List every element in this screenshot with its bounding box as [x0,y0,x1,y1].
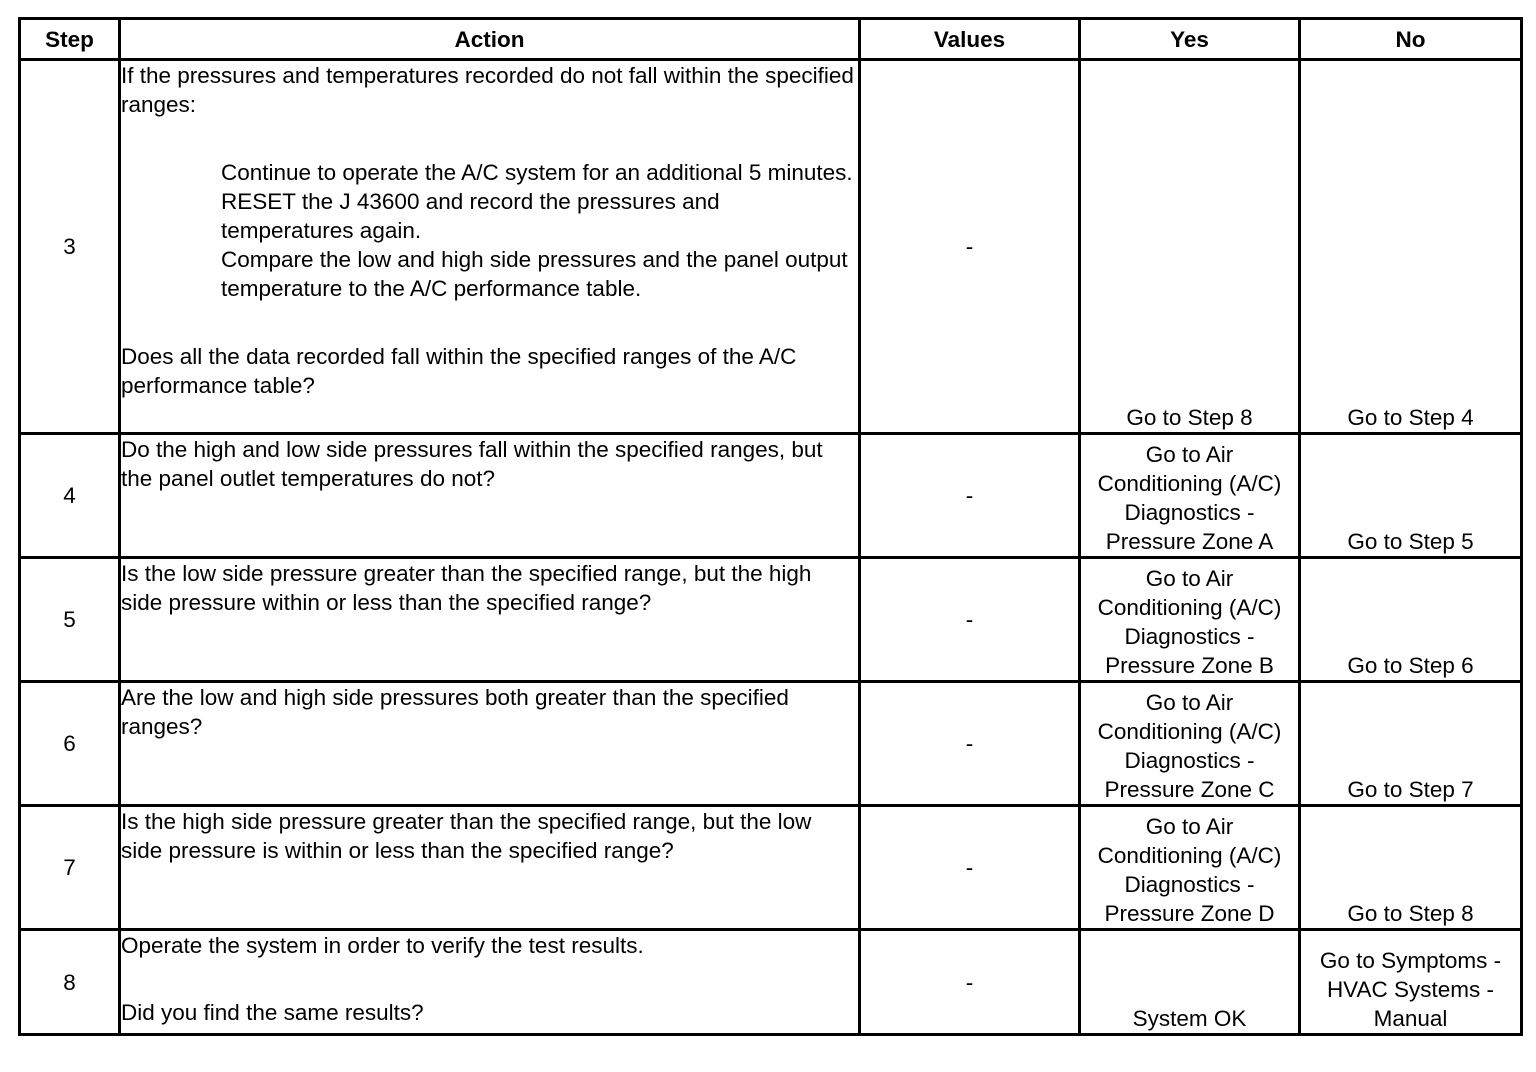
table-row [20,434,1522,558]
table-header-row [20,19,1522,60]
yes-cell: Go to Air Conditioning (A/C) Diagnostics - Pressure Zone D [1080,806,1300,930]
values-cell: - [860,806,1080,930]
step-number: 4 [20,434,120,558]
yes-cell: Go to Air Conditioning (A/C) Diagnostics - Pressure Zone A [1080,434,1300,558]
values-cell: - [860,558,1080,682]
no-cell: Go to Symptoms - HVAC Systems - Manual [1300,930,1522,1035]
spacer [121,960,858,998]
yes-cell: Go to Air Conditioning (A/C) Diagnostics - Pressure Zone B [1080,558,1300,682]
header-values: Values [860,19,1080,60]
action-cell: Is the high side pressure greater than the specified range, but the low side pressure is within or less than the specified range? [120,806,860,930]
step-number: 6 [20,682,120,806]
action-cell: Is the low side pressure greater than the specified range, but the high side pressure within or less than the specified range? [120,558,860,682]
action-question: Does all the data recorded fall within the specified ranges of the A/C performance table? [121,344,797,398]
diagnostic-table [18,17,1523,1036]
yes-cell: System OK [1080,930,1300,1035]
action-cell [120,60,860,434]
header-step: Step [20,19,120,60]
yes-cell: Go to Air Conditioning (A/C) Diagnostics - Pressure Zone C [1080,682,1300,806]
spacer [121,119,858,158]
header-no: No [1300,19,1522,60]
action-cell: Do the high and low side pressures fall within the specified ranges, but the panel outlet temperatures do not? [120,434,860,558]
step-number: 8 [20,930,120,1035]
no-cell: Go to Step 6 [1300,558,1522,682]
table-row [20,682,1522,806]
no-cell: Go to Step 7 [1300,682,1522,806]
spacer [121,303,858,342]
values-cell: - [860,930,1080,1035]
no-cell: Go to Step 8 [1300,806,1522,930]
action-substep: Compare the low and high side pressures and the panel output temperature to the A/C performance table. [221,247,848,301]
action-intro: Operate the system in order to verify the test results. [121,933,644,958]
action-cell [120,930,860,1035]
values-cell: - [860,60,1080,434]
table-row [20,60,1522,434]
table-row [20,806,1522,930]
action-substep: RESET the J 43600 and record the pressures and temperatures again. [221,189,720,243]
step-number: 5 [20,558,120,682]
table-row [20,558,1522,682]
no-cell: Go to Step 4 [1300,60,1522,434]
no-cell: Go to Step 5 [1300,434,1522,558]
values-cell: - [860,682,1080,806]
values-cell: - [860,434,1080,558]
step-number: 3 [20,60,120,434]
header-yes: Yes [1080,19,1300,60]
table-row [20,930,1522,1035]
action-intro: If the pressures and temperatures recorded do not fall within the specified ranges: [121,63,854,117]
header-action: Action [120,19,860,60]
yes-cell: Go to Step 8 [1080,60,1300,434]
action-substep: Continue to operate the A/C system for an additional 5 minutes. [221,160,853,185]
action-cell: Are the low and high side pressures both greater than the specified ranges? [120,682,860,806]
action-question: Did you find the same results? [121,1000,424,1025]
step-number: 7 [20,806,120,930]
